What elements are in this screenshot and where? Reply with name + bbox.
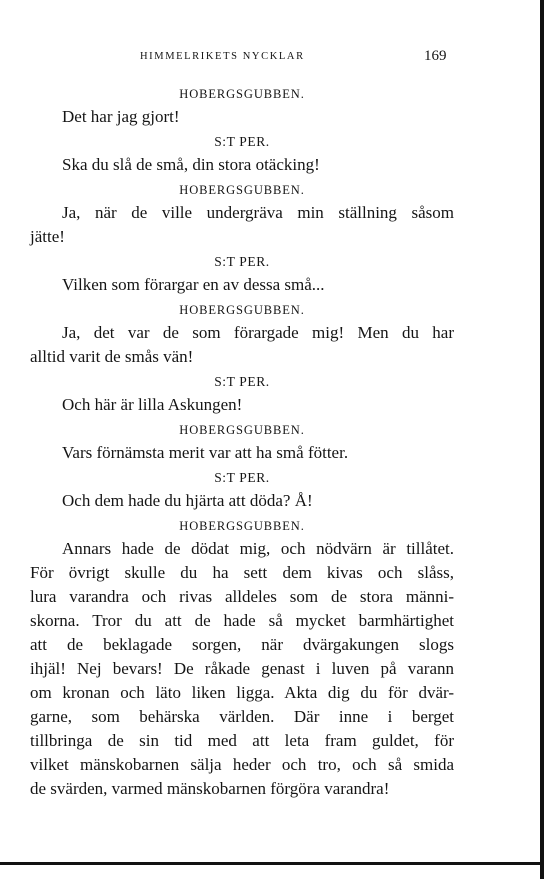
speaker-name: HOBERGSGUBBEN. — [179, 423, 305, 437]
speaker-name: S:T PER. — [214, 134, 270, 149]
page-header — [0, 48, 544, 70]
page-number: 169 — [424, 48, 447, 64]
speaker-name: S:T PER. — [214, 374, 270, 389]
text-line: Och dem hade du hjärta att döda? Å! — [62, 491, 313, 510]
text-line: vilket mänskobarnen sälja heder och tro, och så smida — [30, 755, 454, 774]
text-line: garne, som behärska världen. Där inne i berget — [30, 707, 454, 726]
text-line: Det har jag gjort! — [62, 107, 180, 126]
text-line: att de beklagade sorgen, när dvärgakungen slogs — [30, 635, 454, 654]
text-line: jätte! — [30, 227, 65, 246]
text-line: För övrigt skulle du ha sett dem kivas och slåss, — [30, 563, 454, 582]
text-line: Ja, det var de som förargade mig! Men du har — [62, 323, 454, 342]
speaker-name: HOBERGSGUBBEN. — [179, 183, 305, 197]
speaker-name: HOBERGSGUBBEN. — [179, 519, 305, 533]
text-line: Vars förnämsta merit var att ha små fötter. — [62, 443, 349, 462]
text-line: lura varandra och rivas alldeles som de stora männi- — [30, 587, 454, 606]
text-line: alltid varit de smås vän! — [30, 347, 194, 366]
running-head: HIMMELRIKETS NYCKLAR — [140, 51, 305, 62]
page-edge-right — [540, 0, 544, 879]
speaker-name: HOBERGSGUBBEN. — [179, 87, 305, 101]
speaker-name: HOBERGSGUBBEN. — [179, 303, 305, 317]
body-text — [30, 85, 454, 801]
text-line: Vilken som förargar en av dessa små... — [62, 275, 325, 294]
text-line: Och här är lilla Askungen! — [62, 395, 243, 414]
text-line: tillbringa de sin tid med att leta fram guldet, för — [30, 731, 454, 750]
page-edge-bottom — [0, 862, 544, 865]
text-line: om kronan och läto liken ligga. Akta dig du för dvär- — [30, 683, 454, 702]
text-line: Ska du slå de små, din stora otäcking! — [62, 155, 320, 174]
text-line: skorna. Tror du att de hade så mycket barmhärtighet — [30, 611, 454, 630]
text-line: Ja, när de ville undergräva min ställning såsom — [62, 203, 454, 222]
text-line: Annars hade de dödat mig, och nödvärn är tillåtet. — [62, 539, 454, 558]
text-line: ihjäl! Nej bevars! De råkade genast i luven på varann — [30, 659, 454, 678]
text-line: de svärden, varmed mänskobarnen förgöra varandra! — [30, 779, 390, 798]
speaker-name: S:T PER. — [214, 254, 270, 269]
speaker-name: S:T PER. — [214, 470, 270, 485]
